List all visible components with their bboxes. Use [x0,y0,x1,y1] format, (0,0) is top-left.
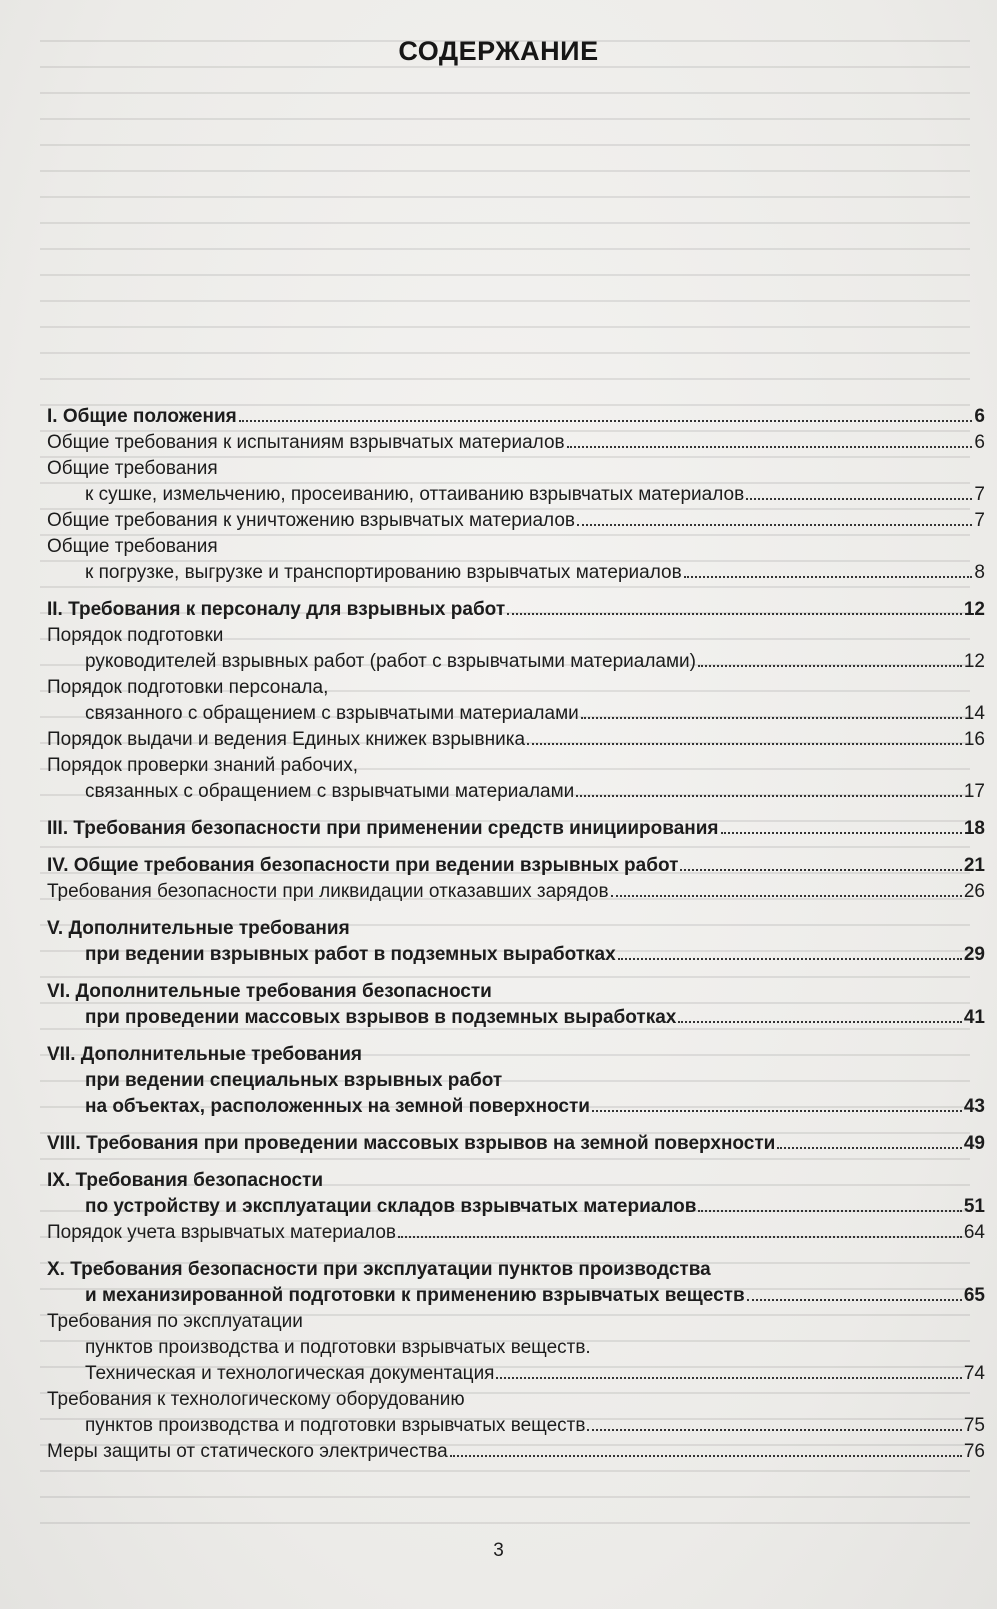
toc-entry-page: 21 [963,855,985,876]
dot-leader [581,717,962,719]
toc-entry-text: Меры защиты от статического электричества [47,1441,448,1462]
toc-entry[interactable] [47,508,985,534]
toc-entry-text: Требования к технологическому оборудованию [47,1389,465,1410]
dot-leader [777,1147,962,1149]
toc-entry[interactable] [47,1257,985,1309]
toc-entry-page: 14 [963,703,985,724]
toc-entry-page: 74 [963,1363,985,1384]
dot-leader [747,1299,962,1301]
toc-entry-text: VI. Дополнительные требования безопасности [47,981,492,1002]
toc-entry-text: Порядок выдачи и ведения Единых книжек взрывника [47,729,526,750]
toc-entry[interactable] [47,404,985,430]
toc-entry-text: Общие требования к уничтожению взрывчатых материалов [47,510,576,531]
toc-entry[interactable] [47,916,985,968]
dot-leader [450,1455,962,1457]
toc-entry-page: 75 [963,1415,985,1436]
page-number: 3 [493,1540,504,1561]
toc-entry-text: пунктов производства и подготовки взрывчатых веществ. [85,1337,591,1358]
toc-entry-page: 6 [974,432,985,453]
toc-entry-page: 65 [963,1285,985,1306]
toc-entry[interactable] [47,816,985,842]
toc-entry-text: Общие требования [47,458,218,479]
toc-entry-text: Требования по эксплуатации [47,1311,303,1332]
toc-entry-page: 8 [974,562,985,583]
toc-entry-page: 12 [963,651,985,672]
toc-entry-text: и механизированной подготовки к применению взрывчатых веществ [85,1285,745,1306]
toc-entry[interactable] [47,430,985,456]
toc-entry-text: Требования безопасности при ликвидации отказавших зарядов [47,881,609,902]
dot-leader [698,1210,961,1212]
toc-entry-text: Порядок подготовки [47,625,224,646]
toc-entry[interactable] [47,1309,985,1387]
toc-entry-text: VIII. Требования при проведении массовых взрывов на земной поверхности [47,1133,776,1154]
toc-entry[interactable] [47,623,985,675]
dot-leader [576,795,962,797]
dot-leader [507,613,962,615]
dot-leader [680,869,961,871]
toc-entry-text: Порядок проверки знаний рабочих, [47,755,358,776]
toc-entry-text: X. Требования безопасности при эксплуатации пунктов производства [47,1259,711,1280]
dot-leader [577,524,972,526]
dot-leader [496,1377,961,1379]
toc-entry-text: Общие требования [47,536,218,557]
dot-leader [587,1429,961,1431]
toc-entry[interactable] [47,1131,985,1157]
toc-entry-text: Общие требования к испытаниям взрывчатых материалов [47,432,565,453]
toc-entry[interactable] [47,753,985,805]
toc-entry-text: IX. Требования безопасности [47,1170,324,1191]
dot-leader [239,420,973,422]
toc-entry-text: Техническая и технологическая документация [85,1363,495,1384]
toc-entry-page: 41 [963,1007,985,1028]
toc-entry-page: 26 [963,881,985,902]
toc-entry-page: 64 [963,1222,985,1243]
dot-leader [398,1236,962,1238]
toc-entry-text: руководителей взрывных работ (работ с взрывчатыми материалами) [85,651,696,672]
dot-leader [567,446,973,448]
toc-entry-page: 7 [974,510,985,531]
dot-leader [746,498,972,500]
dot-leader [592,1110,962,1112]
toc-entry-text: II. Требования к персоналу для взрывных работ [47,599,506,620]
toc-entry-text: по устройству и эксплуатации складов взрывчатых материалов [85,1196,697,1217]
toc-entry-text: при ведении взрывных работ в подземных выработках [85,944,616,965]
toc-entry-page: 7 [974,484,985,505]
toc-entry-text: I. Общие положения [47,406,237,427]
dot-leader [678,1021,961,1023]
toc-entry-text: связанного с обращением с взрывчатыми материалами [85,703,579,724]
toc-entry-text: при ведении специальных взрывных работ [85,1070,503,1091]
toc-entry-text: к сушке, измельчению, просеиванию, оттаиванию взрывчатых материалов [85,484,745,505]
toc-entry-text: IV. Общие требования безопасности при ведении взрывных работ [47,855,679,876]
toc-entry[interactable] [47,879,985,905]
dot-leader [611,895,962,897]
table-of-contents [47,404,985,1465]
toc-entry-text: на объектах, расположенных на земной поверхности [85,1096,590,1117]
toc-entry-page: 12 [963,599,985,620]
toc-entry-text: Порядок подготовки персонала, [47,677,329,698]
toc-entry-text: V. Дополнительные требования [47,918,350,939]
toc-entry-page: 17 [963,781,985,802]
dot-leader [527,743,962,745]
toc-entry[interactable] [47,1042,985,1120]
toc-entry[interactable] [47,1439,985,1465]
toc-entry-text: связанных с обращением с взрывчатыми материалами [85,781,575,802]
toc-entry[interactable] [47,675,985,727]
toc-entry[interactable] [47,853,985,879]
toc-entry-text: пунктов производства и подготовки взрывчатых веществ [85,1415,586,1436]
toc-entry-page: 43 [963,1096,985,1117]
dot-leader [684,576,973,578]
toc-entry-text: VII. Дополнительные требования [47,1044,362,1065]
toc-entry[interactable] [47,1168,985,1220]
toc-entry-text: к погрузке, выгрузке и транспортированию взрывчатых материалов [85,562,682,583]
toc-entry[interactable] [47,534,985,586]
toc-entry-page: 51 [963,1196,985,1217]
toc-entry-text: Порядок учета взрывчатых материалов [47,1222,396,1243]
page-title: СОДЕРЖАНИЕ [398,36,599,66]
toc-entry[interactable] [47,597,985,623]
dot-leader [618,958,962,960]
toc-entry-page: 18 [963,818,985,839]
dot-leader [698,665,962,667]
toc-entry[interactable] [47,979,985,1031]
toc-entry-text: при проведении массовых взрывов в подземных выработках [85,1007,677,1028]
toc-entry-page: 6 [974,406,985,427]
toc-entry[interactable] [47,456,985,508]
toc-entry-text: III. Требования безопасности при применении средств инициирования [47,818,719,839]
toc-entry-page: 29 [963,944,985,965]
toc-entry-page: 49 [963,1133,985,1154]
toc-entry-page: 76 [963,1441,985,1462]
toc-entry[interactable] [47,1220,985,1246]
toc-entry-page: 16 [963,729,985,750]
dot-leader [721,832,962,834]
toc-entry[interactable] [47,727,985,753]
toc-entry[interactable] [47,1387,985,1439]
